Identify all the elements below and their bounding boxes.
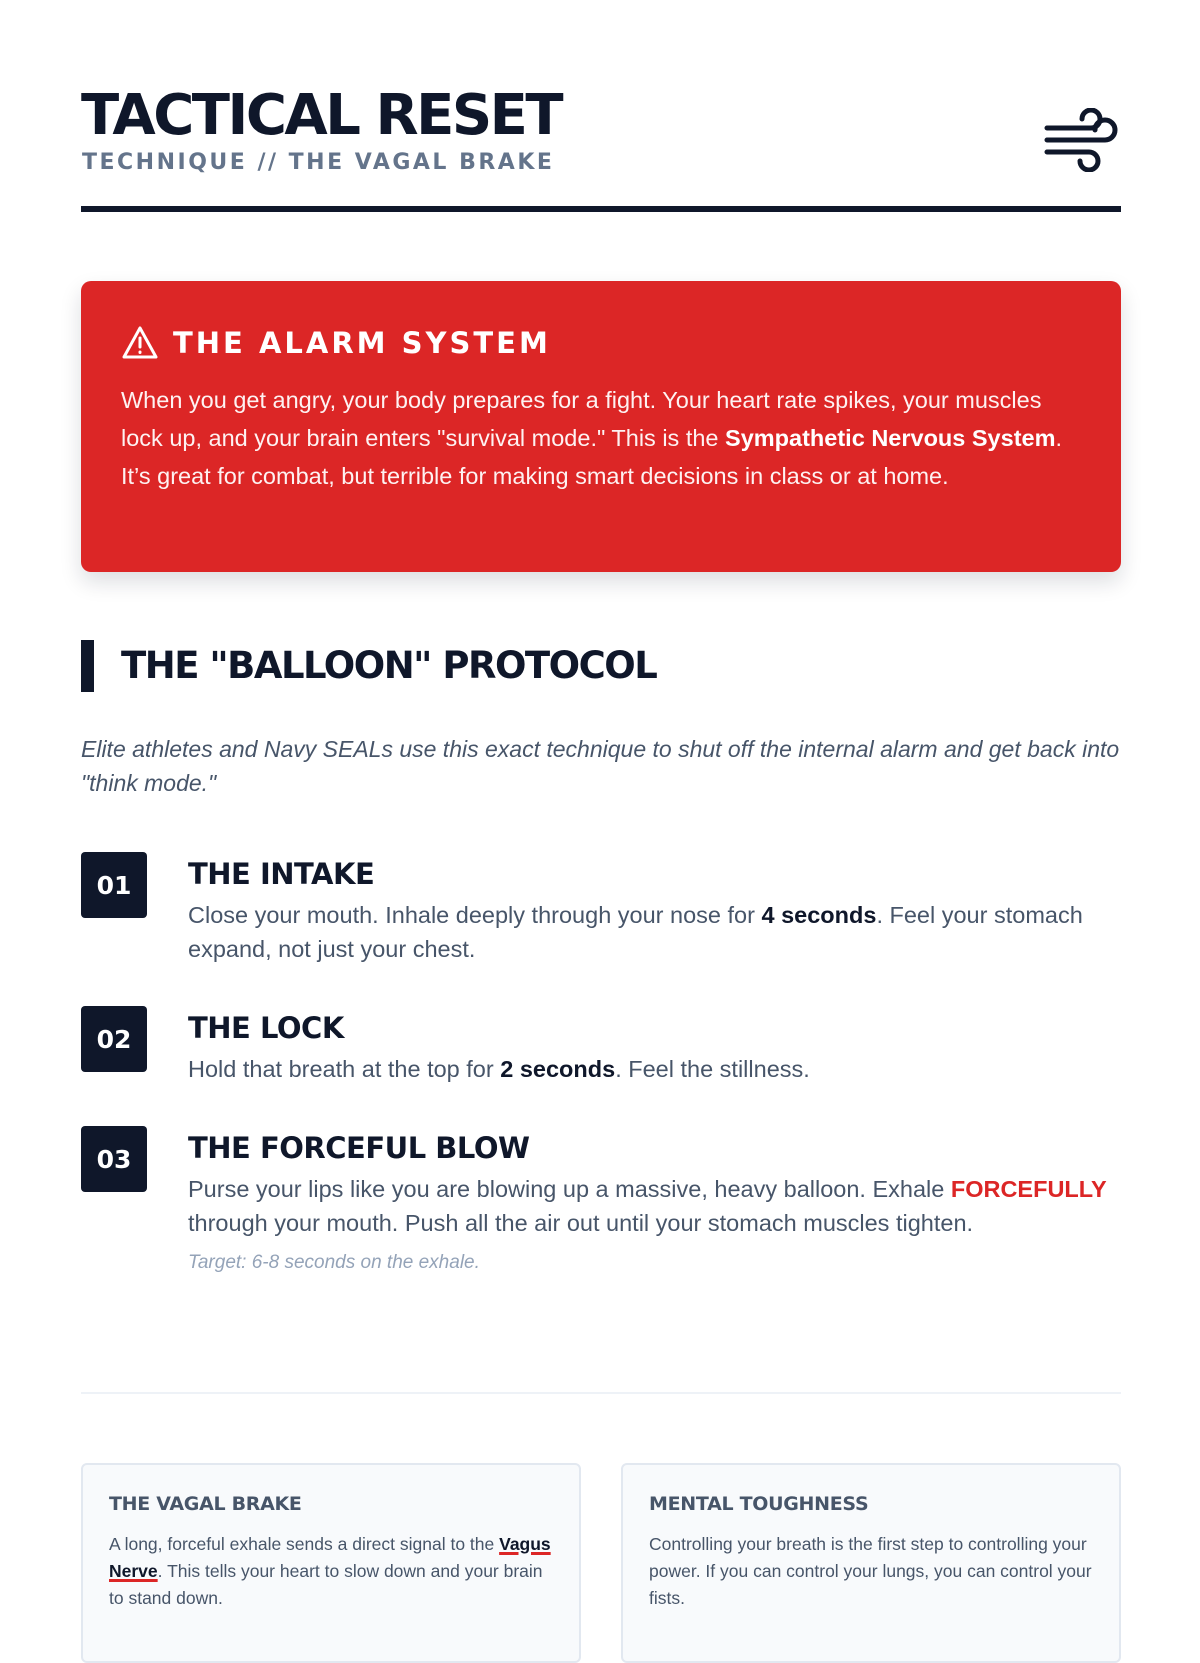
step-content: [188, 1010, 1108, 1086]
step-text-end: through your mouth. Push all the air out until your stomach muscles tighten.: [188, 1210, 974, 1236]
alarm-body: [121, 381, 1081, 495]
protocol-intro: Elite athletes and Navy SEALs use this exact technique to shut off the internal alarm and get back into "think mode.": [81, 736, 1120, 796]
step-description: [188, 1172, 1108, 1240]
alarm-body-text-end: . It’s great for combat, but terrible for making smart decisions in class or at home.: [121, 425, 1063, 489]
step-text-end: . Feel the stillness.: [615, 1056, 810, 1082]
step-content: [188, 1130, 1108, 1274]
page-header: [81, 82, 1121, 212]
step-duration: 2 seconds: [500, 1056, 616, 1082]
card-text-end: . This tells your heart to slow down and your brain to stand down.: [109, 1561, 543, 1608]
step-number-badge: 02: [81, 1006, 147, 1072]
step-target-note: Target: 6-8 seconds on the exhale.: [188, 1252, 480, 1273]
protocol-title: THE "BALLOON" PROTOCOL: [121, 644, 657, 687]
step-text-end: . Feel your stomach expand, not just your chest.: [188, 902, 1083, 962]
section-accent-bar: [81, 640, 94, 692]
step-duration: 4 seconds: [761, 902, 877, 928]
card-body: Controlling your breath is the first step to controlling your power. If you can control your lungs, you can control your fists.: [649, 1534, 1092, 1608]
alarm-body-text: When you get angry, your body prepares for a fight. Your heart rate spikes, your muscles lock up, and your brain enters "survival mode." This is the: [121, 387, 1042, 451]
step-number-badge: 01: [81, 852, 147, 918]
alarm-title: THE ALARM SYSTEM: [173, 326, 551, 360]
step-text: Close your mouth. Inhale deeply through your nose for: [188, 902, 762, 928]
step-text: Purse your lips like you are blowing up a massive, heavy balloon. Exhale: [188, 1176, 951, 1202]
alarm-body-emphasis: Sympathetic Nervous System: [725, 425, 1056, 451]
step-title: THE LOCK: [188, 1011, 344, 1045]
alarm-callout: [81, 281, 1121, 572]
vagus-nerve-term: Vagus Nerve: [109, 1534, 551, 1581]
step-text: Hold that breath at the top for: [188, 1056, 501, 1082]
info-card-vagal-brake: [81, 1463, 581, 1663]
card-title: THE VAGAL BRAKE: [109, 1493, 302, 1515]
step-emphasis: FORCEFULLY: [950, 1176, 1107, 1202]
step-number-badge: 03: [81, 1126, 147, 1192]
step-content: [188, 856, 1108, 966]
step-description: [188, 1052, 1108, 1086]
step-title: THE FORCEFUL BLOW: [188, 1131, 530, 1165]
page-subtitle: TECHNIQUE // THE VAGAL BRAKE: [82, 150, 555, 175]
wind-icon: [1043, 108, 1121, 172]
header-divider: [81, 206, 1121, 212]
step-description: [188, 898, 1108, 966]
section-divider: [81, 1392, 1121, 1394]
warning-triangle-icon: [121, 325, 159, 361]
step-title: THE INTAKE: [188, 857, 375, 891]
card-text: A long, forceful exhale sends a direct signal to the: [109, 1534, 500, 1554]
alarm-header: [121, 325, 1081, 361]
info-card-mental-toughness: [621, 1463, 1121, 1663]
page-title: TACTICAL RESET: [81, 83, 562, 148]
card-title: MENTAL TOUGHNESS: [649, 1493, 869, 1515]
